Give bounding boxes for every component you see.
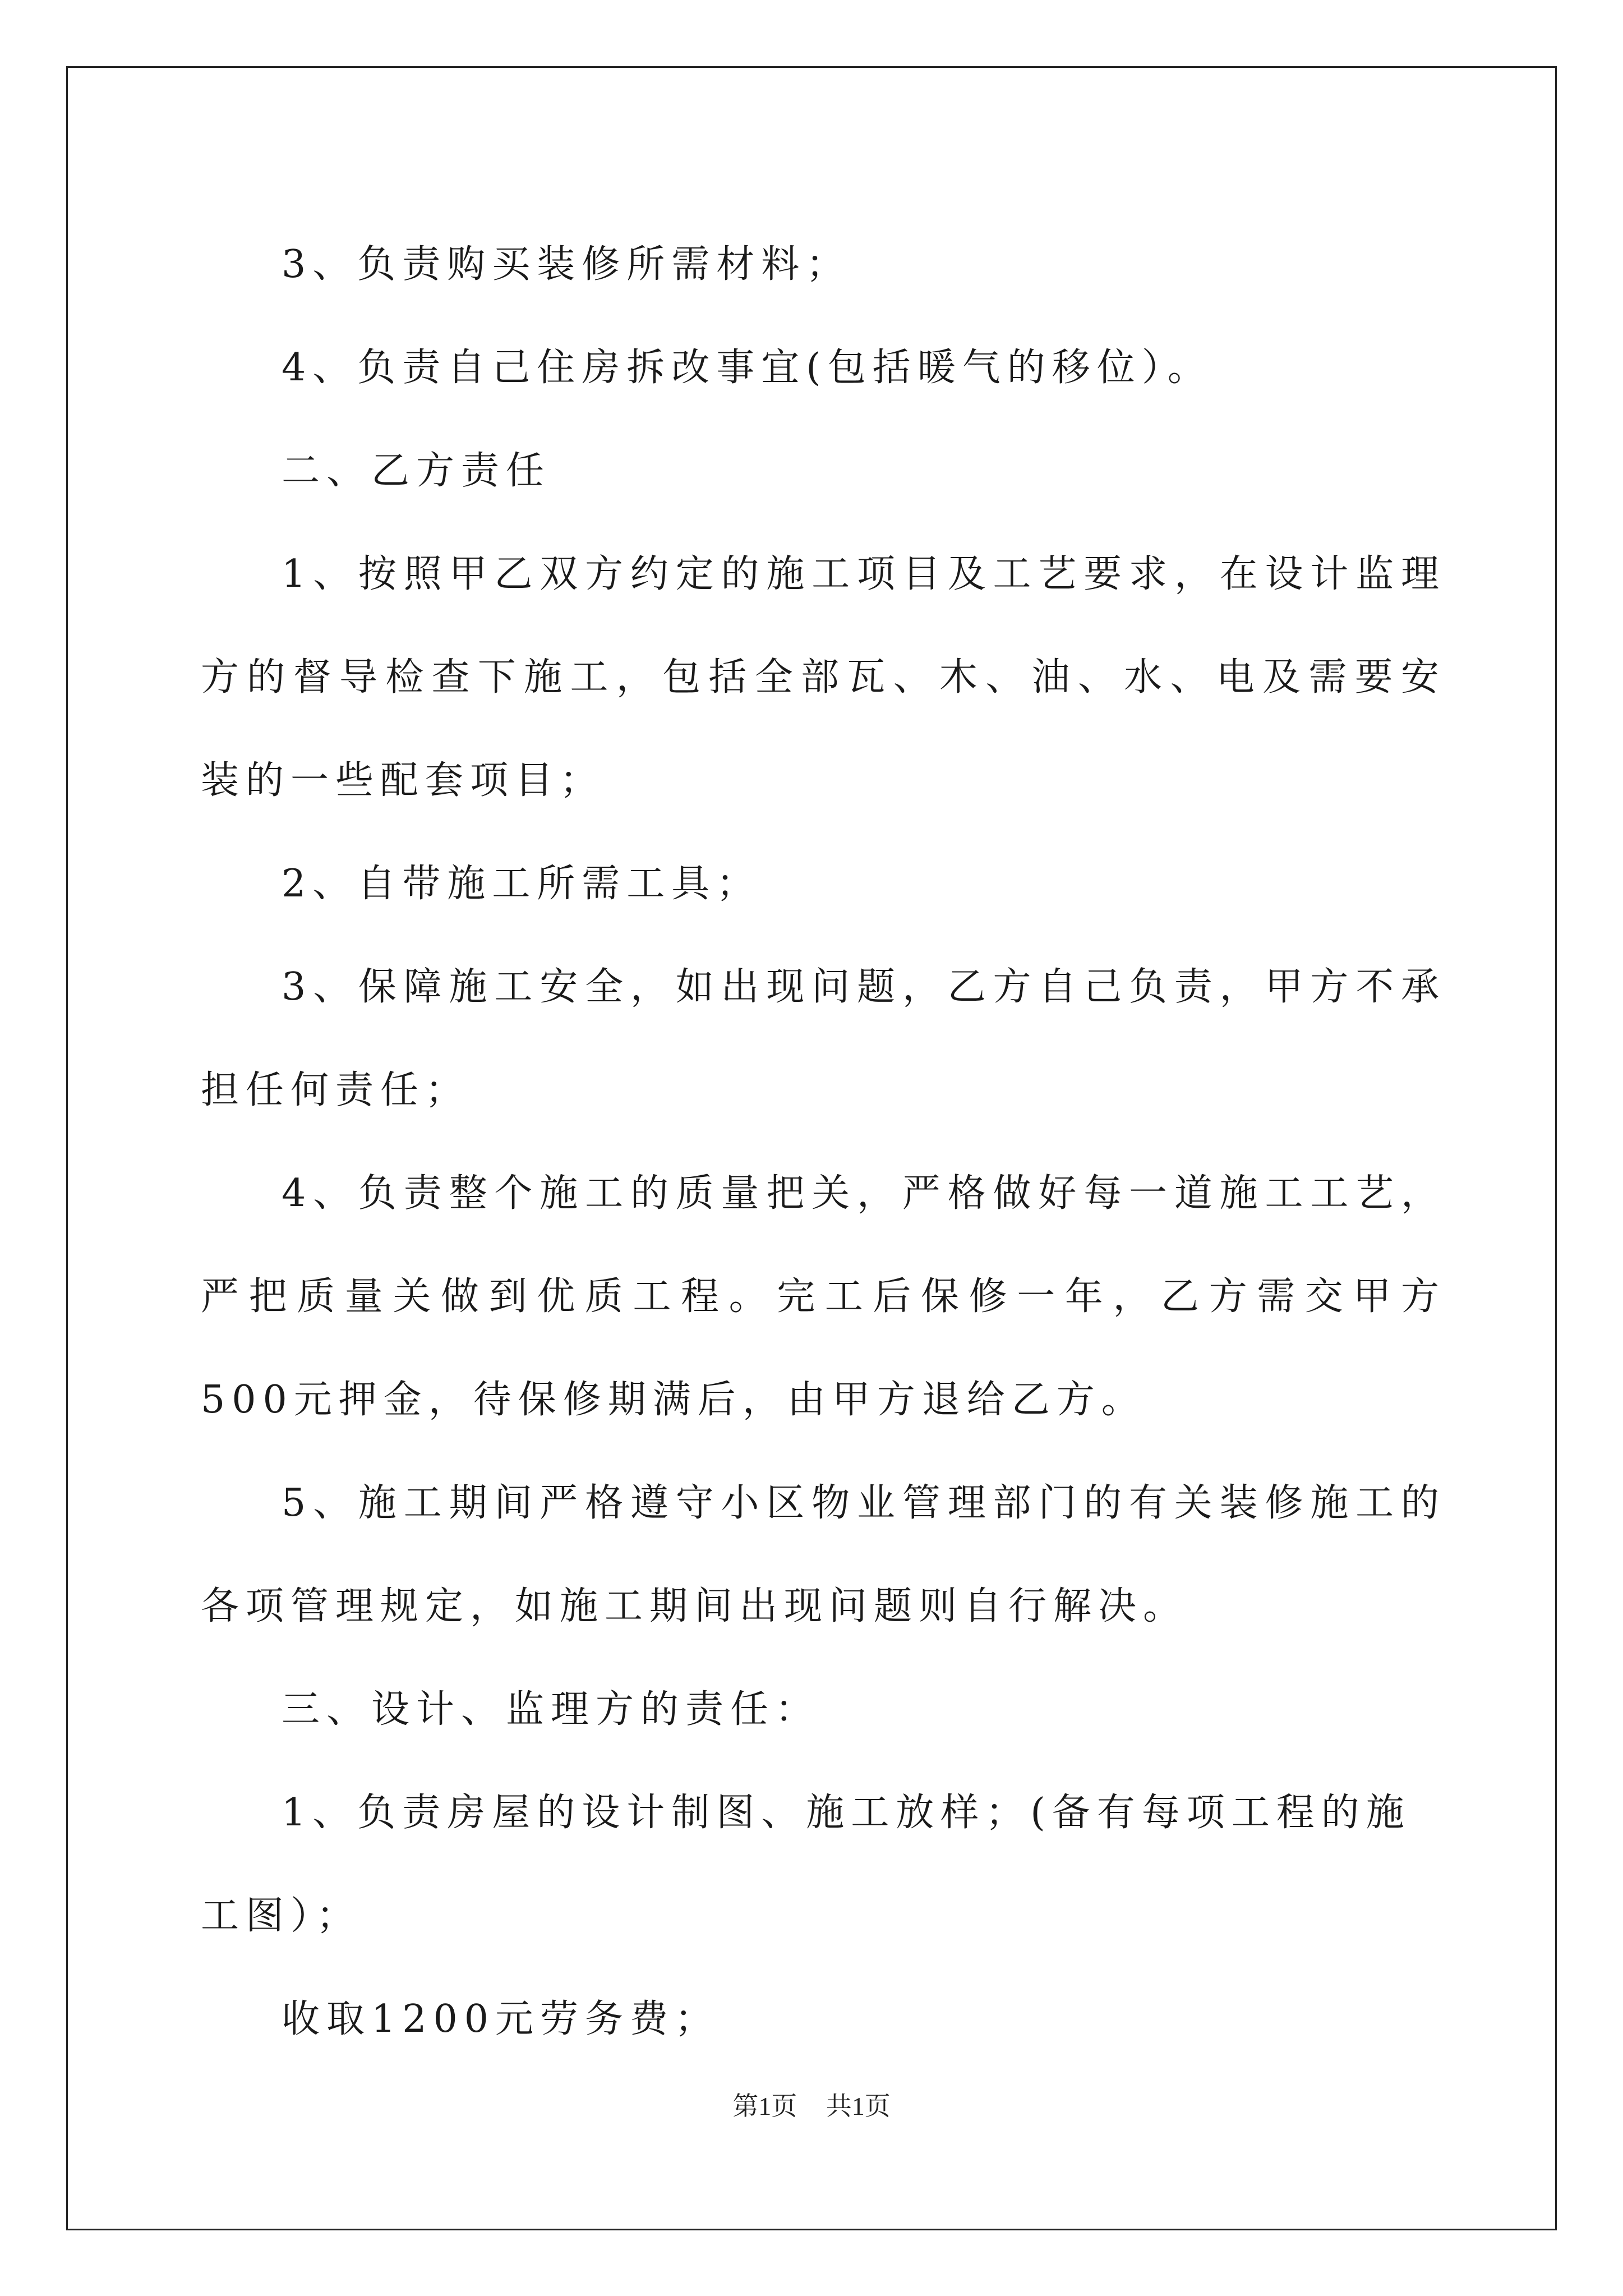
paragraph-safety: 3、保障施工安全，如出现问题，乙方自己负责，甲方不承担任何责任； — [201, 965, 1446, 1112]
page-footer — [0, 2086, 1623, 2123]
page-number: 第1页 — [732, 2092, 797, 2120]
heading-party-b-duties: 二、乙方责任 — [282, 449, 551, 493]
paragraph-construction-items: 1、按照甲乙双方约定的施工项目及工艺要求，在设计监理方的督导检查下施工，包括全部瓦、木、油、水、电及需要安装的一些配套项目； — [201, 552, 1446, 803]
paragraph-property-rules: 5、施工期间严格遵守小区物业管理部门的有关装修施工的各项管理规定，如施工期间出现问题则自行解决。 — [201, 1481, 1446, 1628]
paragraph-design-drawings: 1、负责房屋的设计制图、施工放样；(备有每项工程的施工图）； — [201, 1791, 1411, 1938]
paragraph-labor-fee: 收取1200元劳务费； — [282, 1997, 720, 2041]
heading-designer-duties: 三、设计、监理方的责任： — [282, 1687, 820, 1732]
paragraph-demolition: 4、负责自己住房拆改事宜(包括暖气的移位）。 — [282, 346, 1212, 390]
page-total: 共1页 — [826, 2092, 891, 2120]
document-body — [201, 213, 1446, 2071]
paragraph-buy-materials: 3、负责购买装修所需材料； — [282, 242, 851, 287]
paragraph-quality: 4、负责整个施工的质量把关，严格做好每一道施工工艺，严把质量关做到优质工程。完工后保修一年，乙方需交甲方500元押金，待保修期满后，由甲方退给乙方。 — [201, 1171, 1446, 1422]
paragraph-tools: 2、自带施工所需工具； — [282, 862, 762, 906]
